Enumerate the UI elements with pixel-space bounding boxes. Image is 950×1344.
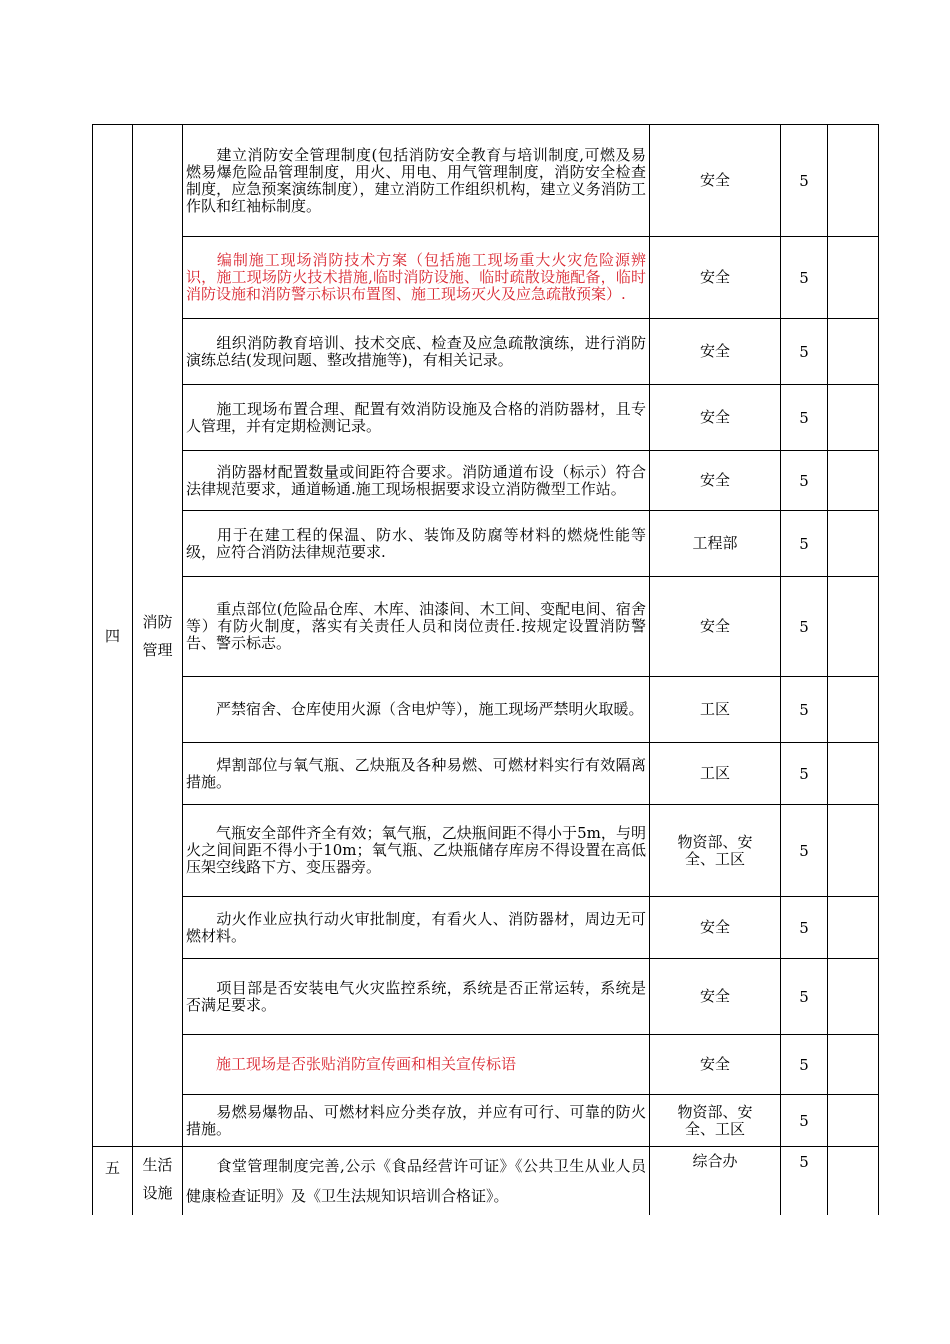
actual-score-cell[interactable]	[828, 451, 879, 511]
responsible-dept	[650, 511, 781, 577]
actual-score-cell[interactable]	[828, 511, 879, 577]
dept-text: 工程部	[692, 534, 738, 552]
table-row	[93, 319, 879, 385]
score-cell: 5	[781, 319, 828, 385]
actual-score-cell[interactable]	[828, 319, 879, 385]
responsible-dept	[650, 385, 781, 451]
dept-text: 安全	[699, 617, 730, 635]
table-row	[93, 897, 879, 959]
score-cell: 5	[781, 897, 828, 959]
dept-text: 安全	[699, 918, 730, 936]
section-category	[133, 1147, 183, 1216]
dept-text: 安全	[699, 408, 730, 426]
requirement-text: 组织消防教育培训、技术交底、检查及应急疏散演练，进行消防演练总结(发现问题、整改措施等)，有相关记录。	[186, 333, 646, 369]
requirement-cell	[183, 511, 650, 577]
section-category	[133, 125, 183, 1147]
requirement-text: 气瓶安全部件齐全有效；氧气瓶，乙炔瓶间距不得小于5m，与明火之间间距不得小于10m；氧气瓶、乙炔瓶储存库房不得设置在高低压架空线路下方、变压器旁。	[186, 824, 646, 876]
table-row	[93, 677, 879, 743]
requirement-cell	[183, 125, 650, 237]
requirement-cell	[183, 677, 650, 743]
table-row	[93, 1147, 879, 1216]
table-row	[93, 1035, 879, 1095]
actual-score-cell[interactable]	[828, 237, 879, 319]
dept-text: 工区	[699, 764, 730, 782]
requirement-text: 项目部是否安装电气火灾监控系统，系统是否正常运转，系统是否满足要求。	[186, 978, 646, 1014]
table-row	[93, 451, 879, 511]
responsible-dept	[650, 677, 781, 743]
actual-score-cell[interactable]	[828, 1095, 879, 1147]
score-cell: 5	[781, 577, 828, 677]
responsible-dept	[650, 805, 781, 897]
requirement-text: 施工现场是否张贴消防宣传画和相关宣传标语	[216, 1055, 517, 1073]
score-cell: 5	[781, 677, 828, 743]
table-row	[93, 125, 879, 237]
requirement-text: 用于在建工程的保温、防水、装饰及防腐等材料的燃烧性能等级，应符合消防法律规范要求.	[186, 525, 646, 561]
score-cell: 5	[781, 385, 828, 451]
responsible-dept	[650, 1035, 781, 1095]
table-row	[93, 805, 879, 897]
actual-score-cell[interactable]	[828, 805, 879, 897]
actual-score-cell[interactable]	[828, 743, 879, 805]
responsible-dept	[650, 897, 781, 959]
requirement-text: 建立消防安全管理制度(包括消防安全教育与培训制度,可燃及易燃易爆危险品管理制度，用火、用电、用气管理制度，消防安全检查制度，应急预案演练制度），建立消防工作组织机构，建立义务消防工作队和红袖标制度。	[186, 145, 646, 215]
section-index: 四	[93, 125, 133, 1147]
requirement-text: 编制施工现场消防技术方案（包括施工现场重大火灾危险源辨识，施工现场防火技术措施,临时消防设施、临时疏散设施配备，临时消防设施和消防警示标识布置图、施工现场灭火及应急疏散预案）.	[186, 251, 646, 303]
requirement-text: 易燃易爆物品、可燃材料应分类存放，并应有可行、可靠的防火措施。	[186, 1102, 646, 1138]
score-cell: 5	[781, 237, 828, 319]
requirement-text: 焊割部位与氧气瓶、乙炔瓶及各种易燃、可燃材料实行有效隔离措施。	[186, 755, 646, 791]
requirement-text: 重点部位(危险品仓库、木库、油漆间、木工间、变配电间、宿舍等）有防火制度，落实有关责任人员和岗位责任.按规定设置消防警告、警示标志。	[186, 600, 646, 652]
requirement-cell	[183, 897, 650, 959]
score-cell: 5	[781, 1095, 828, 1147]
table-row	[93, 237, 879, 319]
actual-score-cell[interactable]	[828, 385, 879, 451]
requirement-text: 施工现场布置合理、配置有效消防设施及合格的消防器材，且专人管理，并有定期检测记录。	[186, 399, 646, 435]
responsible-dept	[650, 125, 781, 237]
category-label: 生活设施	[142, 1156, 173, 1202]
actual-score-cell[interactable]	[828, 577, 879, 677]
requirement-cell	[183, 959, 650, 1035]
requirement-cell	[183, 385, 650, 451]
score-cell: 5	[781, 511, 828, 577]
requirement-cell	[183, 451, 650, 511]
table-row	[93, 959, 879, 1035]
requirement-text: 食堂管理制度完善,公示《食品经营许可证》《公共卫生从业人员健康检查证明》及《卫生法规知识培训合格证》。	[186, 1157, 646, 1205]
responsible-dept	[650, 743, 781, 805]
score-cell: 5	[781, 743, 828, 805]
requirement-cell	[183, 805, 650, 897]
table-row	[93, 1095, 879, 1147]
responsible-dept	[650, 451, 781, 511]
requirement-cell	[183, 1035, 650, 1095]
requirement-text: 严禁宿舍、仓库使用火源（含电炉等），施工现场严禁明火取暖。	[216, 700, 644, 718]
responsible-dept	[650, 577, 781, 677]
score-cell: 5	[781, 805, 828, 897]
responsible-dept	[650, 237, 781, 319]
dept-text: 安全	[699, 1055, 730, 1073]
actual-score-cell[interactable]	[828, 897, 879, 959]
dept-text: 综合办	[692, 1152, 738, 1170]
dept-text: 安全	[699, 471, 730, 489]
score-cell: 5	[781, 125, 828, 237]
inspection-table	[92, 124, 879, 1215]
dept-text: 物资部、安全、工区	[677, 1102, 753, 1138]
score-cell: 5	[781, 451, 828, 511]
actual-score-cell[interactable]	[828, 1147, 879, 1216]
dept-text: 物资部、安全、工区	[677, 832, 753, 868]
requirement-cell	[183, 743, 650, 805]
score-cell: 5	[781, 959, 828, 1035]
dept-text: 安全	[699, 342, 730, 360]
requirement-text: 动火作业应执行动火审批制度，有看火人、消防器材，周边无可燃材料。	[186, 909, 646, 945]
responsible-dept	[650, 319, 781, 385]
actual-score-cell[interactable]	[828, 959, 879, 1035]
dept-text: 工区	[699, 700, 730, 718]
requirement-cell	[183, 319, 650, 385]
responsible-dept	[650, 959, 781, 1035]
score-cell: 5	[781, 1035, 828, 1095]
table-row	[93, 743, 879, 805]
dept-text: 安全	[699, 268, 730, 286]
actual-score-cell[interactable]	[828, 677, 879, 743]
responsible-dept	[650, 1095, 781, 1147]
actual-score-cell[interactable]	[828, 125, 879, 237]
table-row	[93, 577, 879, 677]
table-body	[93, 125, 879, 1216]
table-row	[93, 511, 879, 577]
requirement-cell	[183, 577, 650, 677]
score-cell: 5	[781, 1147, 828, 1216]
dept-text: 安全	[699, 987, 730, 1005]
dept-text: 安全	[699, 171, 730, 189]
requirement-cell	[183, 1147, 650, 1216]
section-index: 五	[93, 1147, 133, 1216]
requirement-cell	[183, 237, 650, 319]
requirement-text: 消防器材配置数量或间距符合要求。消防通道布设（标示）符合法律规范要求，通道畅通.施工现场根据要求设立消防微型工作站。	[186, 462, 646, 498]
actual-score-cell[interactable]	[828, 1035, 879, 1095]
table-row	[93, 385, 879, 451]
category-label: 消防管理	[142, 612, 173, 659]
requirement-cell	[183, 1095, 650, 1147]
responsible-dept	[650, 1147, 781, 1216]
